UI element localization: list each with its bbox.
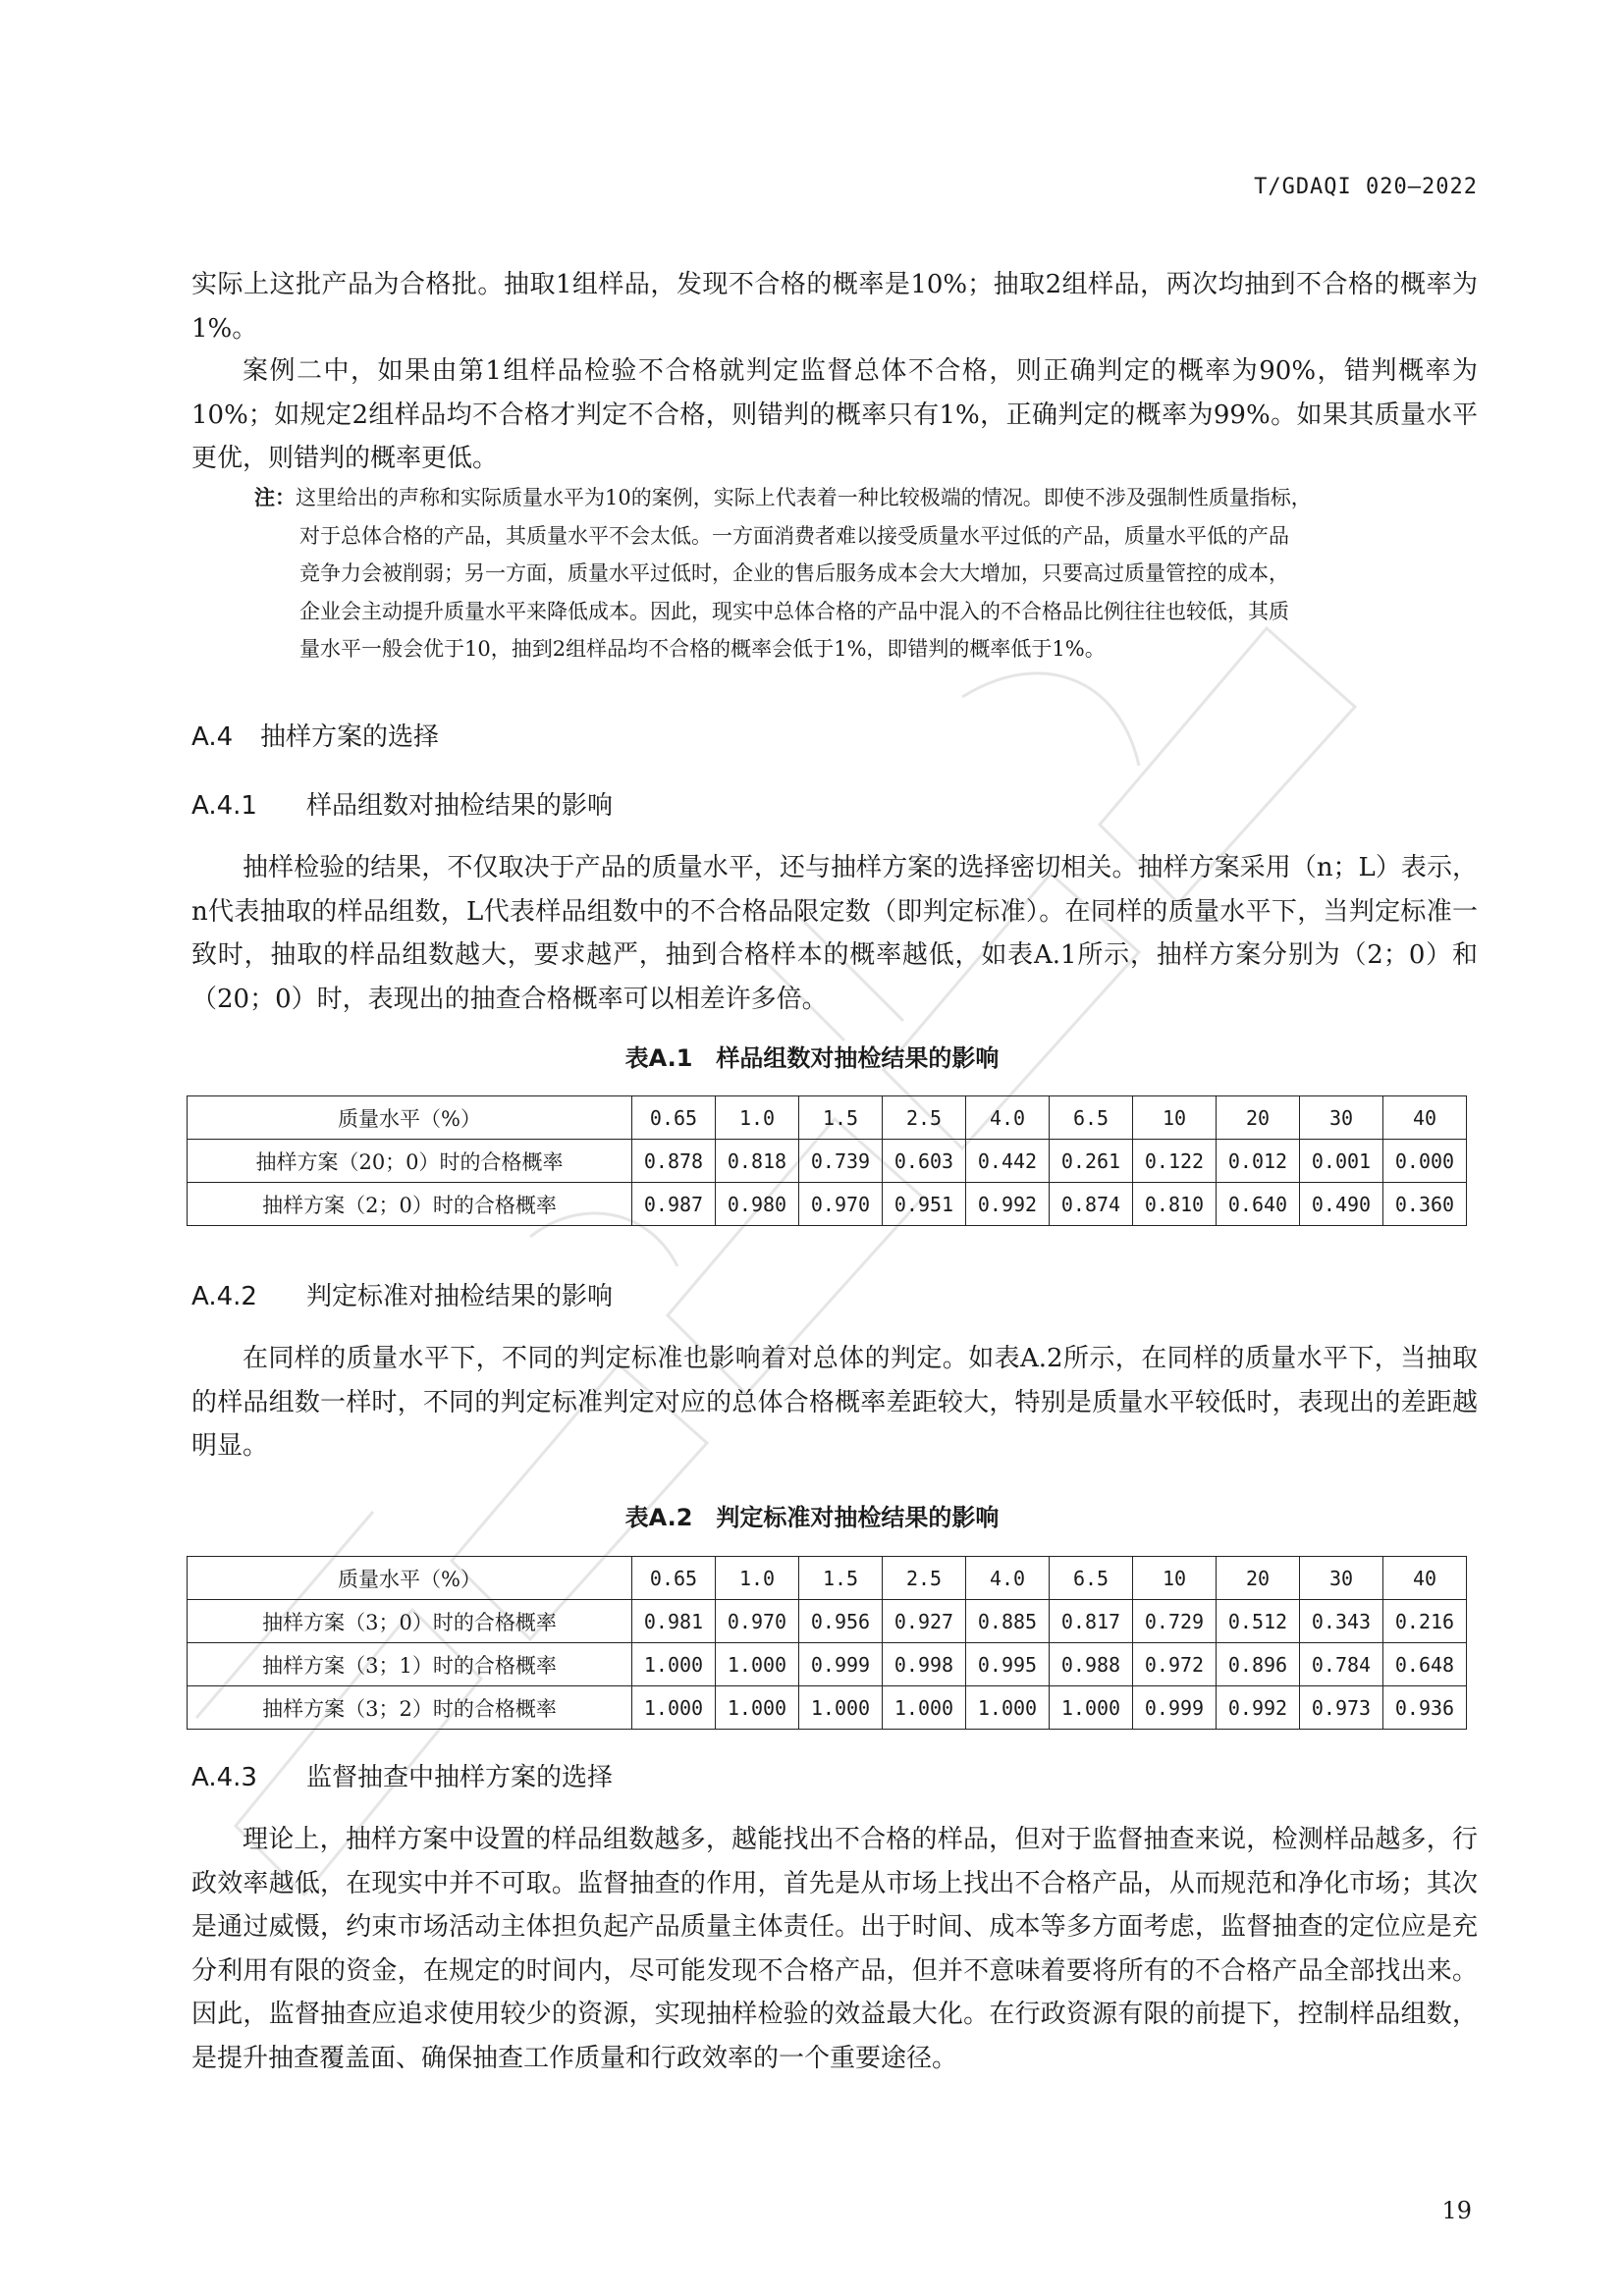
table-cell: 0.980 — [716, 1183, 799, 1226]
note-line-2: 对于总体合格的产品，其质量水平不会太低。一方面消费者难以接受质量水平过低的产品，质量水平低的产品 — [299, 523, 1289, 548]
table-cell: 0.640 — [1217, 1183, 1300, 1226]
table-cell: 0.956 — [799, 1600, 883, 1643]
row-label: 抽样方案（3；1）时的合格概率 — [188, 1643, 632, 1686]
heading-a41-number: A.4.1 — [191, 791, 257, 821]
table-cell: 0.216 — [1383, 1600, 1467, 1643]
a41-paragraph: 抽样检验的结果，不仅取决于产品的质量水平，还与抽样方案的选择密切相关。抽样方案采用（n；L）表示，n代表抽取的样品组数，L代表样品组数中的不合格品限定数（即判定标准）。在同样的质量水平下，当判定标准一致时，抽取的样品组数越大，要求越严，抽到合格样本的概率越低，如表A.1所示，抽样方案分别为（2；0）和（20；0）时，表现出的抽查合格概率可以相差许多倍。 — [191, 853, 1478, 1014]
table-cell: 0.784 — [1300, 1643, 1383, 1686]
note-line-1: 注：这里给出的声称和实际质量水平为10的案例，实际上代表着一种比较极端的情况。即使不涉及强制性质量指标， — [254, 485, 1312, 509]
table-a2-col: 30 — [1300, 1557, 1383, 1600]
table-cell: 0.490 — [1300, 1183, 1383, 1226]
table-cell: 0.988 — [1050, 1643, 1133, 1686]
a41-paragraph-block — [191, 846, 1478, 1021]
table-cell: 0.729 — [1133, 1600, 1217, 1643]
table-cell: 0.992 — [966, 1183, 1050, 1226]
table-cell: 0.885 — [966, 1600, 1050, 1643]
note-line-3: 竞争力会被削弱；另一方面，质量水平过低时，企业的售后服务成本会大大增加，只要高过质量管控的成本， — [299, 561, 1289, 585]
heading-a43-number: A.4.3 — [191, 1763, 257, 1792]
table-cell: 0.360 — [1383, 1183, 1467, 1226]
table-row — [188, 1686, 1467, 1730]
table-cell: 0.970 — [716, 1600, 799, 1643]
table-cell: 0.512 — [1217, 1600, 1300, 1643]
table-a2-header-label: 质量水平（%） — [188, 1557, 632, 1600]
table-cell: 0.927 — [883, 1600, 966, 1643]
table-cell: 0.874 — [1050, 1183, 1133, 1226]
table-a2-col: 10 — [1133, 1557, 1217, 1600]
a43-paragraph: 理论上，抽样方案中设置的样品组数越多，越能找出不合格的样品，但对于监督抽查来说，检测样品越多，行政效率越低，在现实中并不可取。监督抽查的作用，首先是从市场上找出不合格产品，从而规范和净化市场；其次是通过威慑，约束市场活动主体担负起产品质量主体责任。出于时间、成本等多方面考虑，监督抽查的定位应是充分利用有限的资金，在规定的时间内，尽可能发现不合格产品，但并不意味着要将所有的不合格产品全部找出来。因此，监督抽查应追求使用较少的资源，实现抽样检验的效益最大化。在行政资源有限的前提下，控制样品组数，是提升抽查覆盖面、确保抽查工作质量和行政效率的一个重要途径。 — [191, 1825, 1478, 2073]
intro-paragraph-block — [191, 263, 1478, 350]
table-cell: 0.999 — [1133, 1686, 1217, 1730]
intro-paragraph: 实际上这批产品为合格批。抽取1组样品，发现不合格的概率是10%；抽取2组样品，两次均抽到不合格的概率为1%。 — [191, 270, 1478, 344]
table-cell: 0.936 — [1383, 1686, 1467, 1730]
table-a2-col: 1.5 — [799, 1557, 883, 1600]
table-a1-col: 4.0 — [966, 1096, 1050, 1140]
table-cell: 1.000 — [632, 1643, 716, 1686]
table-a2-col: 4.0 — [966, 1557, 1050, 1600]
case-paragraph-block — [191, 349, 1478, 481]
table-a1-col: 30 — [1300, 1096, 1383, 1140]
table-a2-col: 6.5 — [1050, 1557, 1133, 1600]
heading-a42-title: 判定标准对抽检结果的影响 — [306, 1282, 614, 1311]
table-cell: 0.261 — [1050, 1140, 1133, 1183]
table-cell: 0.343 — [1300, 1600, 1383, 1643]
table-a2-col: 2.5 — [883, 1557, 966, 1600]
table-a1-col: 10 — [1133, 1096, 1217, 1140]
table-a2 — [187, 1556, 1467, 1730]
table-cell: 0.896 — [1217, 1643, 1300, 1686]
table-cell: 0.973 — [1300, 1686, 1383, 1730]
table-cell: 0.999 — [799, 1643, 883, 1686]
table-a1-header-row — [188, 1096, 1467, 1140]
heading-a41-title: 样品组数对抽检结果的影响 — [306, 791, 614, 821]
table-a1 — [187, 1095, 1467, 1226]
table-cell: 0.442 — [966, 1140, 1050, 1183]
table-cell: 0.951 — [883, 1183, 966, 1226]
note-line-5: 量水平一般会优于10，抽到2组样品均不合格的概率会低于1%，即错判的概率低于1%。 — [299, 637, 1106, 661]
table-a2-title: 表A.2 判定标准对抽检结果的影响 — [624, 1504, 1000, 1531]
table-cell: 0.001 — [1300, 1140, 1383, 1183]
table-cell: 0.992 — [1217, 1686, 1300, 1730]
table-cell: 0.122 — [1133, 1140, 1217, 1183]
table-cell: 0.970 — [799, 1183, 883, 1226]
table-cell: 1.000 — [799, 1686, 883, 1730]
table-cell: 0.995 — [966, 1643, 1050, 1686]
heading-a4-title: 抽样方案的选择 — [260, 722, 440, 752]
table-a2-col: 20 — [1217, 1557, 1300, 1600]
heading-a43 — [191, 1757, 613, 1793]
table-cell: 0.810 — [1133, 1183, 1217, 1226]
table-a1-title: 表A.1 样品组数对抽检结果的影响 — [624, 1044, 1000, 1072]
table-cell: 0.000 — [1383, 1140, 1467, 1183]
table-cell: 0.972 — [1133, 1643, 1217, 1686]
table-row — [188, 1643, 1467, 1686]
table-cell: 0.878 — [632, 1140, 716, 1183]
table-cell: 0.012 — [1217, 1140, 1300, 1183]
table-cell: 1.000 — [883, 1686, 966, 1730]
document-code: T/GDAQI 020—2022 — [1254, 175, 1478, 199]
table-a2-col: 1.0 — [716, 1557, 799, 1600]
heading-a41 — [191, 785, 613, 822]
note-block — [254, 479, 1482, 668]
table-cell: 0.603 — [883, 1140, 966, 1183]
table-cell: 1.000 — [1050, 1686, 1133, 1730]
heading-a42 — [191, 1276, 613, 1312]
table-cell: 1.000 — [966, 1686, 1050, 1730]
a42-paragraph-block — [191, 1337, 1478, 1468]
table-a1-col: 20 — [1217, 1096, 1300, 1140]
heading-a43-title: 监督抽查中抽样方案的选择 — [306, 1763, 614, 1792]
table-row — [188, 1183, 1467, 1226]
table-cell: 1.000 — [632, 1686, 716, 1730]
table-cell: 0.987 — [632, 1183, 716, 1226]
table-a2-col: 40 — [1383, 1557, 1467, 1600]
note-line-4: 企业会主动提升质量水平来降低成本。因此，现实中总体合格的产品中混入的不合格品比例往往也较低，其质 — [299, 599, 1289, 623]
table-a2-col: 0.65 — [632, 1557, 716, 1600]
row-label: 抽样方案（3；0）时的合格概率 — [188, 1600, 632, 1643]
row-label: 抽样方案（3；2）时的合格概率 — [188, 1686, 632, 1730]
table-cell: 0.818 — [716, 1140, 799, 1183]
heading-a42-number: A.4.2 — [191, 1282, 257, 1311]
table-a2-header-row — [188, 1557, 1467, 1600]
row-label: 抽样方案（2；0）时的合格概率 — [188, 1183, 632, 1226]
table-row — [188, 1140, 1467, 1183]
table-cell: 0.998 — [883, 1643, 966, 1686]
heading-a4 — [191, 717, 439, 753]
table-a1-header-label: 质量水平（%） — [188, 1096, 632, 1140]
table-cell: 1.000 — [716, 1643, 799, 1686]
heading-a4-number: A.4 — [191, 722, 234, 752]
a43-paragraph-block — [191, 1818, 1478, 2080]
row-label: 抽样方案（20；0）时的合格概率 — [188, 1140, 632, 1183]
table-cell: 0.739 — [799, 1140, 883, 1183]
a42-paragraph: 在同样的质量水平下，不同的判定标准也影响着对总体的判定。如表A.2所示，在同样的质量水平下，当抽取的样品组数一样时，不同的判定标准判定对应的总体合格概率差距较大，特别是质量水平较低时，表现出的差距越明显。 — [191, 1344, 1478, 1461]
table-cell: 0.981 — [632, 1600, 716, 1643]
table-a1-col: 6.5 — [1050, 1096, 1133, 1140]
note-label: 注： — [254, 485, 296, 509]
case-paragraph: 案例二中，如果由第1组样品检验不合格就判定监督总体不合格，则正确判定的概率为90%，错判概率为10%；如规定2组样品均不合格才判定不合格，则错判的概率只有1%，正确判定的概率为99%。如果其质量水平更优，则错判的概率更低。 — [191, 356, 1478, 473]
table-row — [188, 1600, 1467, 1643]
table-a1-col: 2.5 — [883, 1096, 966, 1140]
table-a1-col: 40 — [1383, 1096, 1467, 1140]
table-a1-col: 1.5 — [799, 1096, 883, 1140]
table-cell: 0.817 — [1050, 1600, 1133, 1643]
table-a1-col: 1.0 — [716, 1096, 799, 1140]
page-number: 19 — [1441, 2197, 1472, 2224]
table-a1-col: 0.65 — [632, 1096, 716, 1140]
table-cell: 0.648 — [1383, 1643, 1467, 1686]
table-cell: 1.000 — [716, 1686, 799, 1730]
